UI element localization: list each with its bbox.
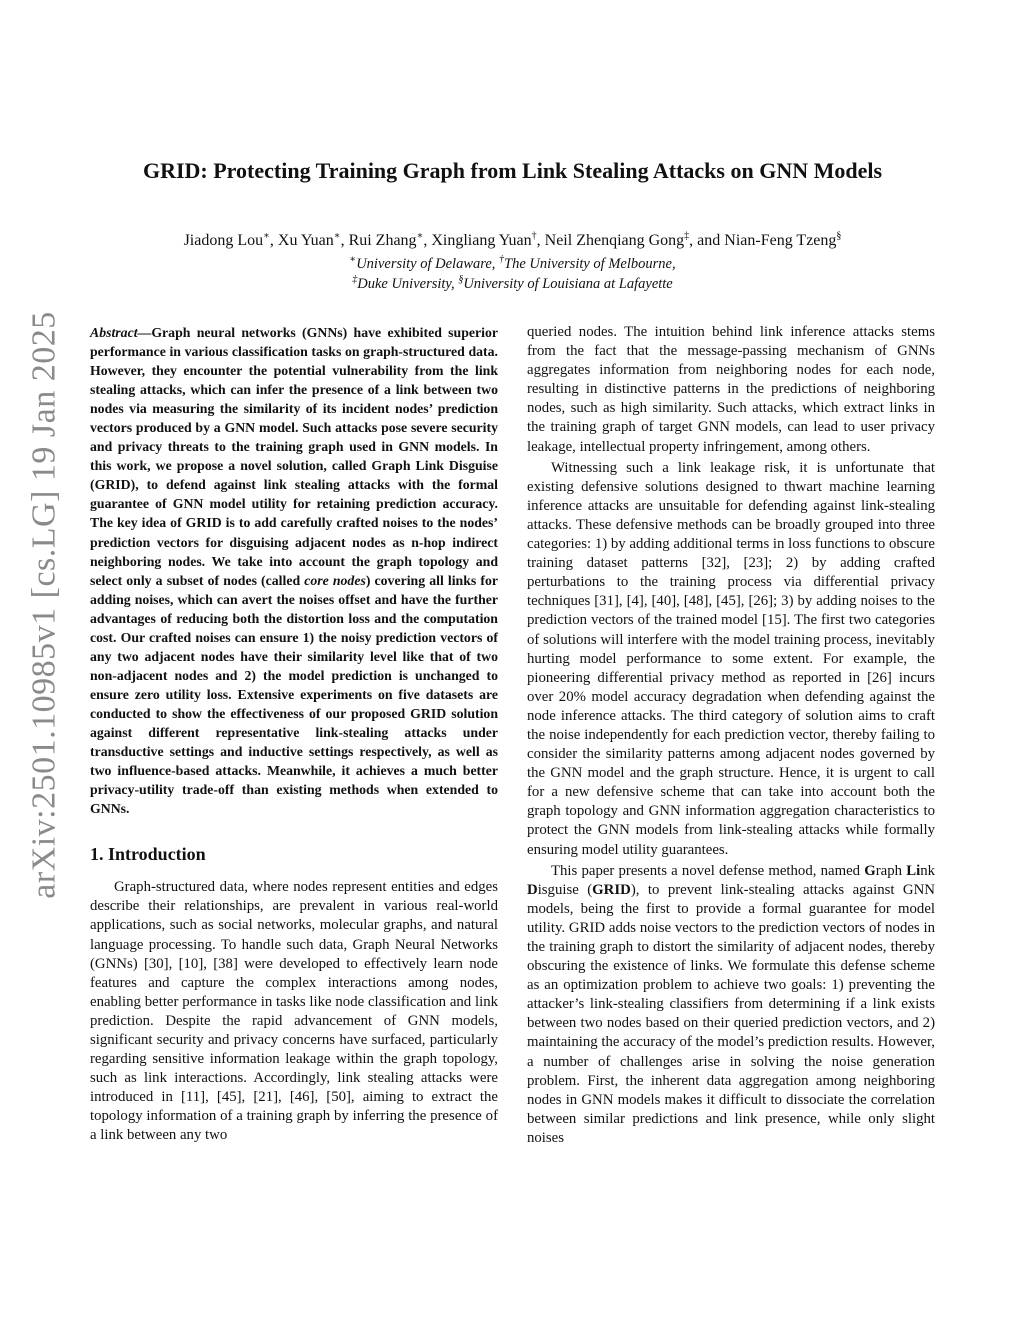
left-column	[90, 323, 498, 1146]
body-paragraph: queried nodes. The intuition behind link inference attacks stems from the fact that the message-passing mechanism of GNNs aggregates information from neighboring nodes for each node, resulting in distinctive patterns in the predictions of neighboring nodes, such as high similarity. Such attacks, which extract links in the training graph of target GNN models, can lead to user privacy leakage, intellectual property infringement, among others.	[527, 324, 935, 455]
core-nodes-term: core nodes	[304, 572, 366, 588]
author: Jiadong Lou∗,	[183, 230, 278, 249]
author: Xu Yuan∗,	[277, 230, 349, 249]
author: Neil Zhenqiang Gong‡, and	[544, 230, 725, 249]
paper-title: GRID: Protecting Training Graph from Link Stealing Attacks on GNN Models	[142, 158, 883, 183]
affiliation-line: ∗University of Delaware, †The University of Melbourne,	[349, 254, 676, 272]
author-list	[90, 230, 935, 251]
arxiv-identifier: arXiv:2501.10985v1 [cs.LG] 19 Jan 2025	[26, 311, 64, 899]
affiliation-line: ‡Duke University, §University of Louisiana at Lafayette	[352, 274, 673, 292]
author: Nian-Feng Tzeng§	[724, 230, 842, 249]
section-heading: 1. Introduction	[90, 844, 206, 865]
author: Rui Zhang∗,	[348, 230, 432, 249]
abstract-label: Abstract	[90, 325, 138, 340]
right-column	[527, 323, 935, 1148]
body-paragraph: This paper presents a novel defense method, named Graph Link Disguise (GRID), to prevent link-stealing attacks against GNN models, being the first to provide a formal guarantee for model utility. GRID adds noise vectors to the prediction vectors of nodes in the training graph to distort the similarity of adjacent nodes, thereby obscuring the existence of links. We formulate this defense scheme as an optimization problem to achieve two goals: 1) preventing the attacker’s link-stealing classifiers from determining if a link exists between two nodes based on their queried prediction vectors, and 2) maintaining the accuracy of the model’s prediction results. However, a number of challenges arise in solving the noise generation problem. First, the inherent data aggregation among neighboring nodes in GNN models makes it difficult to dissociate the correlation between similar predictions and link presence, while only slight noises	[527, 862, 935, 1146]
body-paragraph: Witnessing such a link leakage risk, it is unfortunate that existing defensive solutions designed to thwart machine learning inference attacks are unsuitable for defending against link-stealing attacks. These defensive methods can be broadly grouped into three categories: 1) by adding additional terms in loss functions to obscure training dataset patterns [32], [23]; 2) by adding crafted perturbations to the training process via differential privacy techniques [31], [4], [40], [48], [45], [26]; 3) by adding noises to the prediction vectors of the trained model [15]. The first two categories of solutions will interfere with the model training process, inevitably hurting model performance to some extent. For example, the pioneering differential privacy method as reported in [26] incurs over 20% model accuracy degradation when defending against the node inference attacks. The third category of solution aims to craft the noise independently for each prediction vector, thereby failing to consider the similarity patterns among adjacent nodes governed by the GNN model and the graph structure. Hence, it is urgent to call for a new defensive scheme that can take into account both the graph topology and GNN information aggregation characteristics to protect the GNN models from link-stealing attacks while formally ensuring model utility guarantees.	[527, 459, 935, 858]
body-paragraph: Graph-structured data, where nodes represent entities and edges describe their relationships, are prevalent in various real-world applications, such as social networks, molecular graphs, and natural language processing. To handle such data, Graph Neural Networks (GNNs) [30], [10], [38] were developed to effectively learn node features and capture the complex interactions among nodes, enabling better performance in tasks like node classification and link prediction. Despite the rapid advancement of GNN models, significant security and privacy concerns have surfaced, particularly regarding sensitive information leakage within the graph topology, such as link interactions. Accordingly, link stealing attacks were introduced in [11], [45], [21], [46], [50], aiming to extract the topology information of a training graph by inferring the presence of a link between any two	[90, 879, 498, 1144]
abstract: Abstract—Graph neural networks (GNNs) have exhibited superior performance in various classification tasks on graph-structured data. However, they encounter the potential vulnerability from the link stealing attacks, which can infer the presence of a link between two nodes via measuring the similarity of its incident nodes’ prediction vectors produced by a GNN model. Such attacks pose severe security and privacy threats to the training graph used in GNN models. In this work, we propose a novel solution, called Graph Link Disguise (GRID), to defend against link stealing attacks with the formal guarantee of GNN model utility for retaining prediction accuracy. The key idea of GRID is to add carefully crafted noises to the nodes’ prediction vectors for disguising adjacent nodes as n-hop indirect neighboring nodes. We take into account the graph topology and select only a subset of nodes (called core nodes) covering all links for adding noises, which can avert the noises offset and have the further advantages of reducing both the distortion loss and the computation cost. Our crafted noises can ensure 1) the noisy prediction vectors of any two adjacent nodes have their similarity level like that of two non-adjacent nodes and 2) the model prediction is unchanged to ensure zero utility loss. Extensive experiments on five datasets are conducted to show the effectiveness of our proposed GRID solution against different representative link-stealing attacks under transductive settings and inductive settings respectively, as well as two influence-based attacks. Meanwhile, it achieves a much better privacy-utility trade-off than existing methods when extended to GNNs.	[90, 325, 498, 817]
method-name: Graph Link Disguise (GRID	[527, 862, 935, 898]
author: Xingliang Yuan†,	[431, 230, 545, 249]
arxiv-sidebar-stamp	[14, 250, 76, 960]
